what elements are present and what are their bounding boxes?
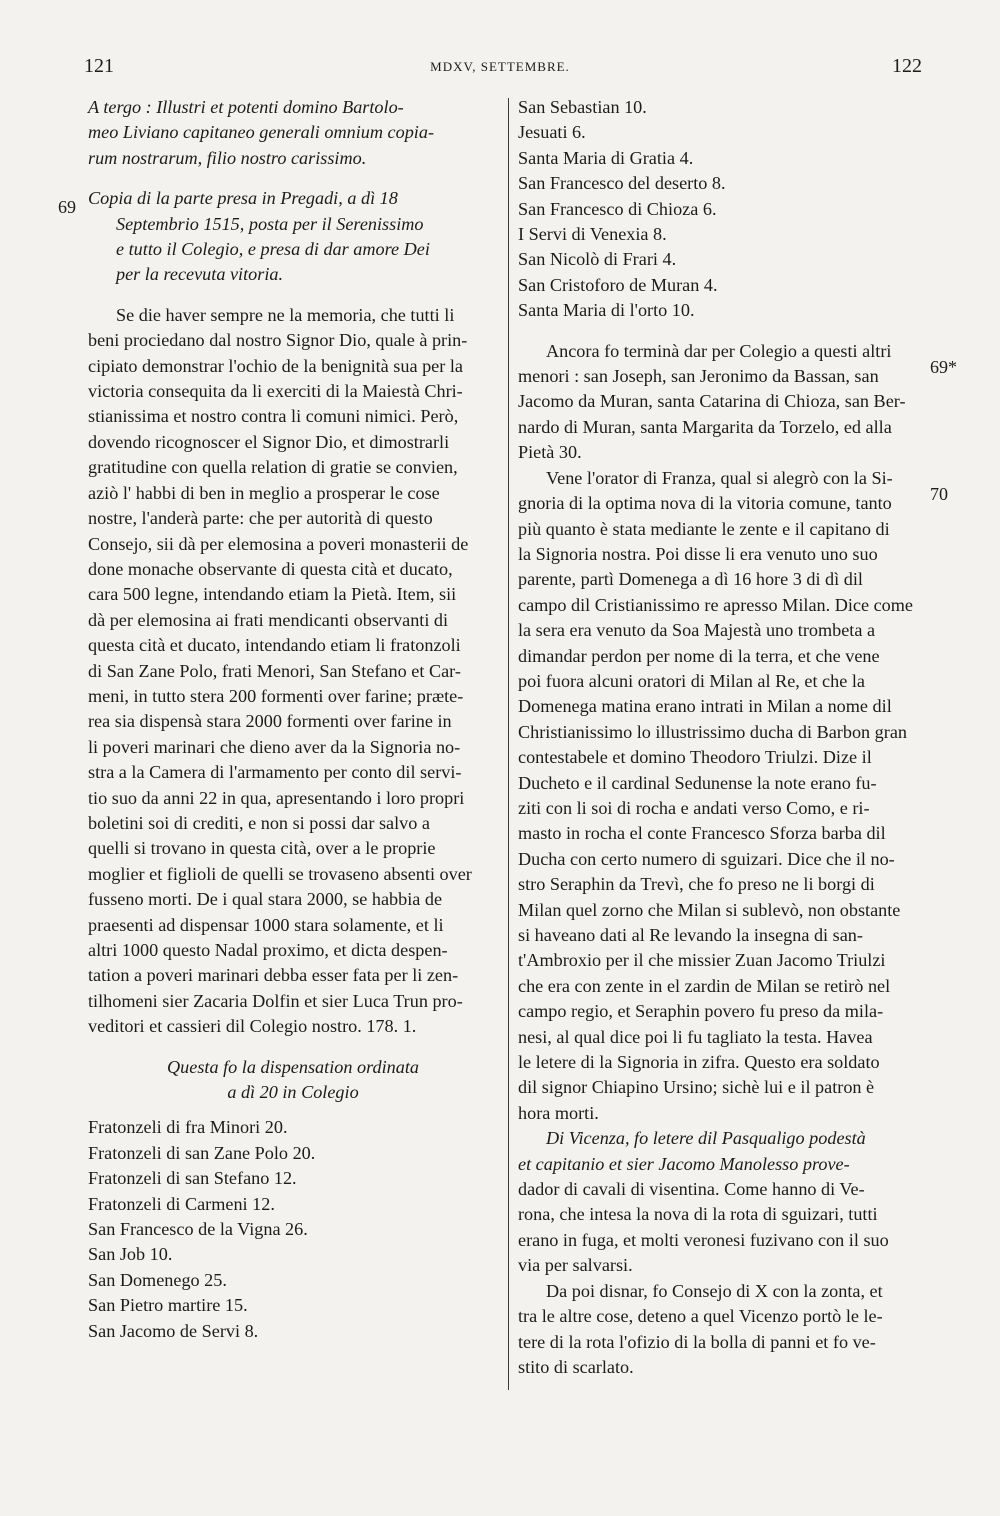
vene-paragraph <box>518 466 926 1127</box>
text-line: questa cità et ducato, intendando etiam li fratonzoli <box>88 635 461 656</box>
text-line: meo Liviano capitaneo generali omnium copia- <box>88 122 435 143</box>
text-line: dovendo ricognoscer el Signor Dio, et dimostrarli <box>88 431 450 452</box>
text-line: tere di la rota l'ofizio di la bolla di panni et fo ve- <box>518 1331 876 1352</box>
list-item: San Sebastian 10. <box>518 97 647 117</box>
text-line: tra le altre cose, deteno a quel Vicenzo portò le le- <box>518 1306 883 1327</box>
text-line: tation a poveri marinari debba esser fata per li zen- <box>88 965 459 986</box>
text-line: Vene l'orator di Franza, qual si alegrò con la Si- <box>546 467 893 488</box>
page-header <box>0 55 1000 85</box>
text-line: tio suo da anni 22 in qua, apresentando i loro propri <box>88 787 465 808</box>
text-line: a dì 20 in Colegio <box>227 1082 359 1103</box>
page-number-left: 121 <box>84 55 114 77</box>
text-line: nardo di Muran, santa Margarita da Torzelo, ed alla <box>518 416 892 437</box>
text-line: Pietà 30. <box>518 442 582 463</box>
text-line: dador di cavali di visentina. Come hanno di Ve- <box>518 1179 865 1200</box>
list-item: San Cristoforo de Muran 4. <box>518 274 718 295</box>
dapoi-paragraph <box>518 1279 926 1381</box>
text-line: tilhomeni sier Zacaria Dolfin et sier Luca Trun pro- <box>88 990 463 1011</box>
text-line: rona, che intesa la nova di la rota di sguizari, tutti <box>518 1204 878 1225</box>
text-line: dà per elemosina ai frati mendicanti observanti di <box>88 609 449 630</box>
text-line: rum nostrarum, filio nostro carissimo. <box>88 147 367 168</box>
list-item: San Domenego 25. <box>88 1269 227 1290</box>
list-item: Santa Maria di l'orto 10. <box>518 300 695 321</box>
text-line: quelli si trovano in questa cità, over a le proprie <box>88 838 436 859</box>
list-item: San Pietro martire 15. <box>88 1295 248 1316</box>
list-item: San Francesco di Chioza 6. <box>518 198 717 219</box>
text-line: la sera era venuto da Soa Majestà uno trombeta a <box>518 620 876 641</box>
copia-heading <box>88 186 498 288</box>
text-line: Ancora fo terminà dar per Colegio a questi altri <box>546 340 892 361</box>
text-line: li poveri marinari che dieno aver da la Signoria no- <box>88 736 461 757</box>
margin-number-69-star: 69* <box>930 357 957 377</box>
text-line: poi fuora alcuni oratori di Milan al Re, et che la <box>518 670 865 691</box>
text-line: done monache observante di questa cità et ducato, <box>88 558 453 579</box>
text-line: masto in rocha el conte Francesco Sforza barba dil <box>518 823 886 844</box>
text-line: Copia di la parte presa in Pregadi, a dì 18 <box>88 188 398 209</box>
text-line: Domenega matina erano intrati in Milan a nome dil <box>518 696 892 717</box>
text-line: la Signoria nostra. Poi disse li era venuto uno suo <box>518 543 878 564</box>
text-line: Di Vicenza, fo letere dil Pasqualigo podestà <box>546 1128 866 1149</box>
text-line: di San Zane Polo, frati Menori, San Stefano et Car- <box>88 660 461 681</box>
dispensation-list <box>88 1115 498 1344</box>
text-line: altri 1000 questo Nadal proximo, et dicta despen- <box>88 940 448 960</box>
text-line: Consejo, sii dà per elemosina a poveri monasterii de <box>88 533 469 554</box>
column-divider <box>508 98 509 1390</box>
text-line: per la recevuta vitoria. <box>116 264 284 285</box>
list-item: Santa Maria di Gratia 4. <box>518 147 694 168</box>
text-line: menori : san Joseph, san Jeronimo da Bassan, san <box>518 366 879 387</box>
text-line: dimandar perdon per nome di la terra, et che vene <box>518 645 880 666</box>
text-line: gratitudine con quella relation di gratie se convien, <box>88 457 458 478</box>
text-line: si haveano dati al Re levando la insegna di san- <box>518 925 863 945</box>
text-line: stianissima et nostro contra li comuni nimici. Però, <box>88 406 459 427</box>
text-line: nesi, al qual dice poi li fu tagliato la testa. Havea <box>518 1026 873 1047</box>
text-line: aziò l' habbi di ben in meglio a prosperar le cose <box>88 482 440 503</box>
list-item: Fratonzeli di san Zane Polo 20. <box>88 1142 316 1163</box>
text-line: cipiato demonstrar l'ochio de la benignità sua per la <box>88 355 463 376</box>
list-item: Fratonzeli di san Stefano 12. <box>88 1168 297 1189</box>
text-line: Ducheto e il cardinal Sedunense la note erano fu- <box>518 772 877 793</box>
text-line: A tergo : Illustri et potenti domino Bartolo- <box>88 97 404 117</box>
text-line: campo dil Cristianissimo re apresso Milan. Dice come <box>518 594 913 615</box>
text-line: Septembrio 1515, posta per il Serenissimo <box>116 213 424 234</box>
text-line: cara 500 legne, intendando etiam la Pietà. Item, sii <box>88 584 457 605</box>
text-line: moglier et figlioli de quelli se trovaseno absenti over <box>88 863 472 884</box>
text-line: veditori et cassieri dil Colegio nostro. 178. 1. <box>88 1016 417 1037</box>
list-item: I Servi di Venexia 8. <box>518 224 667 245</box>
text-line: Christianissimo lo illustrissimo ducha di Barbon gran <box>518 721 907 742</box>
text-line: meni, in tutto stera 200 formenti over farine; præte- <box>88 685 464 706</box>
text-line: victoria consequita da li exerciti di la Maiestà Chri- <box>88 381 463 402</box>
text-line: Milan quel zorno che Milan si sublevò, non obstante <box>518 899 901 920</box>
margin-number-70: 70 <box>930 484 948 504</box>
left-column <box>88 95 498 1344</box>
text-line: gnoria di la optima nova di la vitoria comune, tanto <box>518 493 892 514</box>
dispensation-title <box>88 1055 498 1106</box>
margin-number-69: 69 <box>58 197 76 217</box>
text-line: nostre, l'anderà parte: che per autorità di questo <box>88 508 433 529</box>
text-line: rea sia dispensà stara 2000 formenti over farine in <box>88 711 452 732</box>
text-line: più quanto è stata mediante le zente e il capitano di <box>518 518 890 539</box>
dispensation-list-continued <box>518 95 926 324</box>
text-line: beni prociedano dal nostro Signor Dio, quale à prin- <box>88 330 468 351</box>
text-line: stito di scarlato. <box>518 1356 634 1377</box>
text-line: Questa fo la dispensation ordinata <box>167 1056 419 1077</box>
text-line: erano in fuga, et molti veronesi fuzivano con il suo <box>518 1229 889 1250</box>
text-line: parente, partì Domenega a dì 16 hore 3 di dì dil <box>518 569 863 590</box>
running-title: MDXV, SETTEMBRE. <box>430 59 570 74</box>
text-line: Jacomo da Muran, santa Catarina di Chioza, san Ber- <box>518 391 906 412</box>
list-item: San Jacomo de Servi 8. <box>88 1320 259 1341</box>
text-line: che era con zente in el zardin de Milan se retirò nel <box>518 975 891 996</box>
address-block <box>88 95 498 171</box>
text-line: contestabele et domino Theodoro Triulzi. Dize il <box>518 747 872 768</box>
text-line: Se die haver sempre ne la memoria, che tutti li <box>116 304 455 325</box>
list-item: San Francesco de la Vigna 26. <box>88 1219 308 1240</box>
text-line: via per salvarsi. <box>518 1255 633 1276</box>
list-item: Fratonzeli di Carmeni 12. <box>88 1193 275 1214</box>
text-line: ziti con li soi di rocha e andati verso Como, e ri- <box>518 797 870 818</box>
text-line: fusseno morti. De i qual stara 2000, se habbia de <box>88 889 443 910</box>
list-item: San Francesco del deserto 8. <box>518 173 726 194</box>
text-line: e tutto il Colegio, e presa di dar amore Dei <box>116 239 430 260</box>
right-column <box>518 95 926 1380</box>
text-line: Da poi disnar, fo Consejo di X con la zonta, et <box>546 1280 883 1301</box>
page-number-right: 122 <box>892 55 922 77</box>
ancora-paragraph <box>518 339 926 466</box>
text-line: t'Ambroxio per il che missier Zuan Jacomo Triulzi <box>518 950 886 971</box>
text-line: dil signor Chiapino Ursino; sichè lui e il patron è <box>518 1077 875 1098</box>
text-line: stro Seraphin da Trevì, che fo preso ne li borgi di <box>518 874 875 895</box>
text-line: le letere di la Signoria in zifra. Questo era soldato <box>518 1052 880 1073</box>
text-line: hora morti. <box>518 1102 599 1123</box>
resolution-text <box>88 303 498 1040</box>
text-line: praesenti ad dispensar 1000 stara solamente, et li <box>88 914 444 935</box>
list-item: Fratonzeli di fra Minori 20. <box>88 1117 288 1138</box>
text-line: boletini soi di crediti, e non si possi dar salvo a <box>88 812 430 833</box>
text-line: et capitanio et sier Jacomo Manolesso prove- <box>518 1153 850 1174</box>
list-item: San Job 10. <box>88 1244 173 1265</box>
vicenza-paragraph <box>518 1126 926 1278</box>
list-item: San Nicolò di Frari 4. <box>518 249 677 270</box>
list-item: Jesuati 6. <box>518 122 586 143</box>
text-line: campo regio, et Seraphin povero fu preso da mila- <box>518 1001 884 1022</box>
text-line: stra a la Camera di l'armamento per conto dil servi- <box>88 762 462 783</box>
text-line: Ducha con certo numero di sguizari. Dice che il no- <box>518 848 895 869</box>
